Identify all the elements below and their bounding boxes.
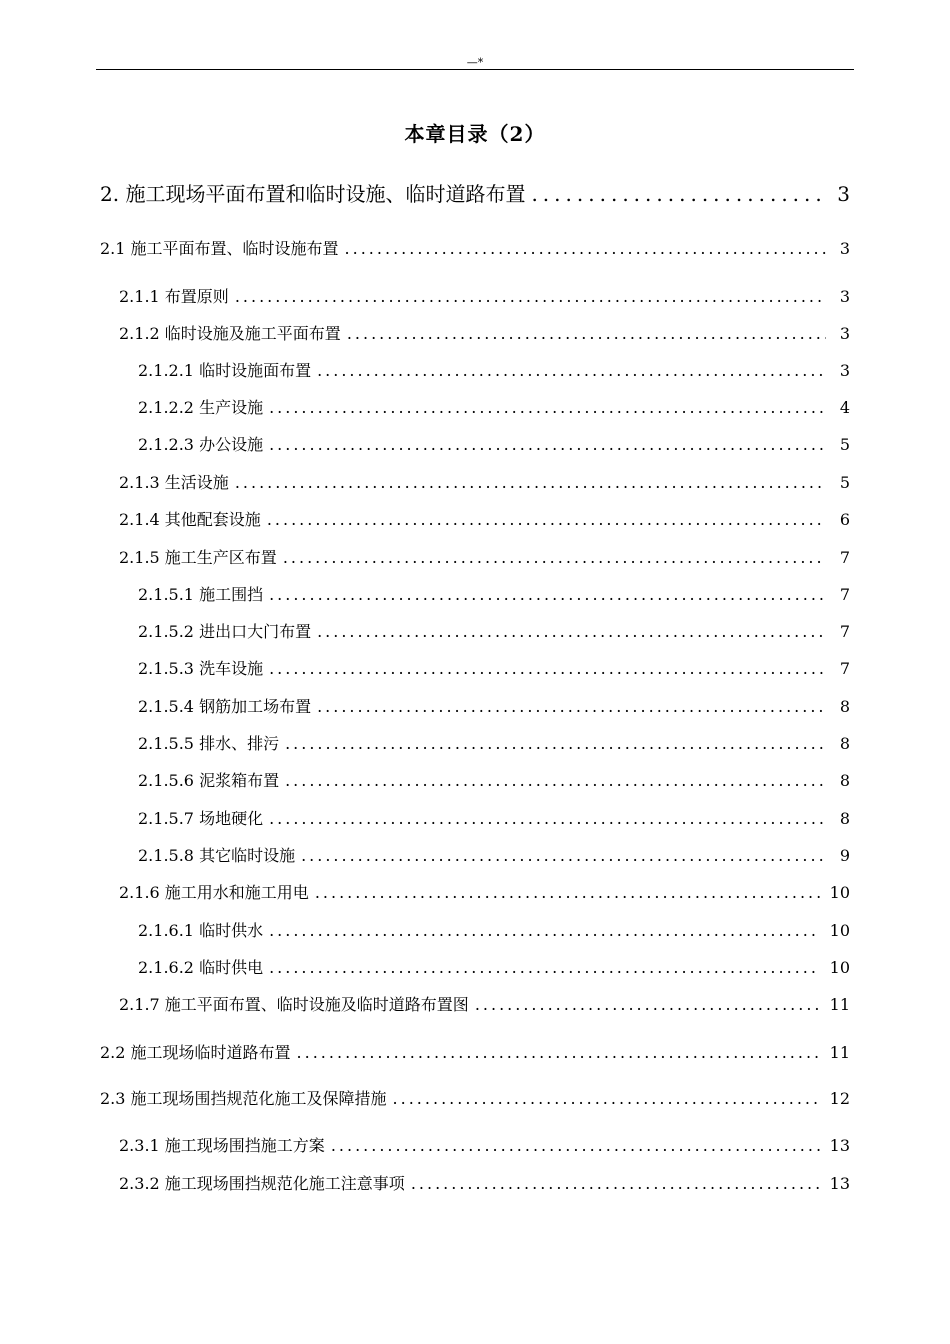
- dot-leader: [297, 1043, 820, 1062]
- toc-entry-label: 2.1.6 施工用水和施工用电: [119, 883, 309, 902]
- toc-entry[interactable]: [138, 694, 850, 717]
- toc-entry-label: 2.1.6.1 临时供水: [138, 921, 264, 940]
- toc-entry[interactable]: [138, 843, 850, 866]
- toc-entry-page: 3: [839, 324, 850, 343]
- toc-entry-page: 10: [829, 958, 850, 977]
- toc-entry-page: 13: [829, 1174, 850, 1193]
- dot-leader: [331, 1136, 820, 1155]
- toc-entry[interactable]: [119, 284, 850, 307]
- toc-entry[interactable]: [138, 358, 850, 381]
- toc-entry[interactable]: [138, 619, 850, 642]
- toc-entry-label: 2.1.1 布置原则: [119, 287, 229, 306]
- toc-entry-page: 8: [839, 734, 850, 753]
- toc-entry-page: 3: [839, 361, 850, 380]
- dot-leader: [283, 548, 826, 567]
- toc-entry-page: 13: [829, 1136, 850, 1155]
- toc-entry[interactable]: [138, 768, 850, 791]
- toc-entry-page: 7: [839, 622, 850, 641]
- dot-leader: [475, 995, 820, 1014]
- toc-entry-label: 2.1.5.5 排水、排污: [138, 734, 280, 753]
- toc-entry-page: 7: [839, 659, 850, 678]
- toc-entry-label: 2.1.5.3 洗车设施: [138, 659, 264, 678]
- toc-entry-label: 2.1 施工平面布置、临时设施布置: [100, 239, 339, 258]
- dot-leader: [269, 958, 820, 977]
- toc-entry[interactable]: [119, 545, 850, 568]
- toc-title: 本章目录（2）: [404, 122, 546, 146]
- dot-leader: [285, 771, 826, 790]
- toc-entry[interactable]: [119, 992, 850, 1015]
- toc-entry[interactable]: [119, 880, 850, 903]
- dot-leader: [269, 809, 826, 828]
- toc-entry-page: 7: [839, 548, 850, 567]
- toc-entry-label: 2.3.1 施工现场围挡施工方案: [119, 1136, 325, 1155]
- toc-entry-label: 2.2 施工现场临时道路布置: [100, 1043, 291, 1062]
- toc-entry-page: 5: [839, 435, 850, 454]
- dot-leader: [411, 1174, 820, 1193]
- toc-entry[interactable]: [138, 582, 850, 605]
- dot-leader: [269, 585, 826, 604]
- toc-entry[interactable]: [138, 432, 850, 455]
- toc-entry-page: 11: [829, 1043, 850, 1062]
- dot-leader: [267, 510, 826, 529]
- header-rule: [96, 69, 854, 70]
- toc-entry-page: 8: [839, 809, 850, 828]
- toc-entry-label: 2.1.2.1 临时设施面布置: [138, 361, 312, 380]
- toc-entry-label: 2.1.5.7 场地硬化: [138, 809, 264, 828]
- dot-leader: [235, 473, 826, 492]
- toc-entry-label: 2.1.4 其他配套设施: [119, 510, 261, 529]
- toc-entry[interactable]: [138, 806, 850, 829]
- toc-entry-page: 3: [839, 239, 850, 258]
- dot-leader: [345, 239, 826, 258]
- header-mark: —*: [466, 56, 484, 69]
- toc-entry-label: 2.1.7 施工平面布置、临时设施及临时道路布置图: [119, 995, 469, 1014]
- toc-entry-label: 2. 施工现场平面布置和临时设施、临时道路布置: [100, 182, 526, 206]
- toc-entry-label: 2.1.5.1 施工围挡: [138, 585, 264, 604]
- toc-entry[interactable]: [100, 1086, 850, 1109]
- toc-entry-label: 2.1.5.8 其它临时设施: [138, 846, 296, 865]
- toc-entry-page: 3: [837, 182, 850, 206]
- toc-entry[interactable]: [119, 1171, 850, 1194]
- dot-leader: [301, 846, 826, 865]
- toc-entry-label: 2.1.5.4 钢筋加工场布置: [138, 697, 312, 716]
- toc-entry-page: 4: [839, 398, 850, 417]
- toc-entry-page: 12: [829, 1089, 850, 1108]
- toc-entry-label: 2.1.3 生活设施: [119, 473, 229, 492]
- toc-entry[interactable]: [138, 918, 850, 941]
- toc-entry[interactable]: [138, 656, 850, 679]
- toc-entry-page: 8: [839, 771, 850, 790]
- toc-entry-label: 2.1.2.2 生产设施: [138, 398, 264, 417]
- toc-entry-page: 5: [839, 473, 850, 492]
- dot-leader: [317, 361, 826, 380]
- toc-entry-label: 2.1.2.3 办公设施: [138, 435, 264, 454]
- toc-entry-label: 2.1.5.6 泥浆箱布置: [138, 771, 280, 790]
- dot-leader: [235, 287, 826, 306]
- toc-entry-label: 2.3.2 施工现场围挡规范化施工注意事项: [119, 1174, 405, 1193]
- toc-entry[interactable]: [138, 955, 850, 978]
- toc-entry-label: 2.1.5.2 进出口大门布置: [138, 622, 312, 641]
- dot-leader: [269, 398, 826, 417]
- toc-entry-page: 10: [829, 883, 850, 902]
- toc-entry-page: 8: [839, 697, 850, 716]
- toc-entry-page: 3: [839, 287, 850, 306]
- dot-leader: [315, 883, 820, 902]
- toc-entry[interactable]: [100, 236, 850, 259]
- toc-entry[interactable]: [138, 731, 850, 754]
- toc-entry[interactable]: [119, 321, 850, 344]
- dot-leader: [393, 1089, 820, 1108]
- toc-entry-label: 2.1.5 施工生产区布置: [119, 548, 277, 567]
- dot-leader: [269, 659, 826, 678]
- dot-leader: [317, 622, 826, 641]
- toc-entry[interactable]: [119, 1133, 850, 1156]
- toc-entry[interactable]: [138, 395, 850, 418]
- toc-entry-label: 2.1.2 临时设施及施工平面布置: [119, 324, 341, 343]
- dot-leader: [269, 435, 826, 454]
- toc-entry[interactable]: [119, 470, 850, 493]
- toc-entry-page: 11: [829, 995, 850, 1014]
- toc-entry[interactable]: [100, 1040, 850, 1063]
- toc-entry-label: 2.3 施工现场围挡规范化施工及保障措施: [100, 1089, 387, 1108]
- dot-leader: [531, 182, 826, 206]
- dot-leader: [347, 324, 826, 343]
- toc-entry-page: 9: [839, 846, 850, 865]
- toc-entry-page: 7: [839, 585, 850, 604]
- toc-entry-page: 6: [839, 510, 850, 529]
- toc-entry-label: 2.1.6.2 临时供电: [138, 958, 264, 977]
- dot-leader: [269, 921, 820, 940]
- toc-entry[interactable]: [100, 178, 850, 207]
- toc-entry[interactable]: [119, 507, 850, 530]
- dot-leader: [317, 697, 826, 716]
- dot-leader: [285, 734, 826, 753]
- toc-entry-page: 10: [829, 921, 850, 940]
